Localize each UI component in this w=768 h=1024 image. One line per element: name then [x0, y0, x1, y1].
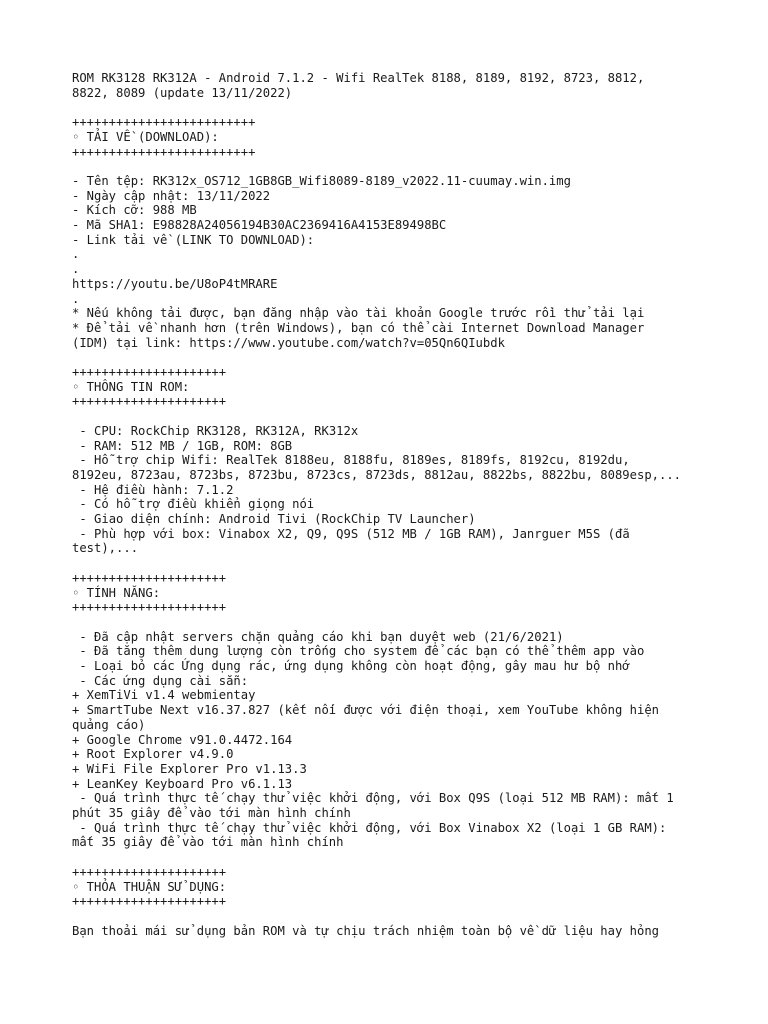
separator-line: +++++++++++++++++++++ [72, 894, 227, 909]
blank-line [72, 100, 728, 115]
youtube-link[interactable]: https://youtu.be/U8oP4tMRARE [72, 276, 278, 291]
title-line: 8822, 8089 (update 13/11/2022) [72, 85, 293, 100]
compatible-box-line: test),... [72, 541, 139, 556]
blank-line [72, 350, 728, 365]
note-line: * Để tải về nhanh hơn (trên Windows), bạn có thể cài Internet Download Manager [72, 320, 645, 335]
section-heading-rom-info: ◦ THÔNG TIN ROM: [72, 379, 190, 394]
section-heading-features: ◦ TÍNH NĂNG: [72, 585, 161, 600]
separator-line: +++++++++++++++++++++ [72, 600, 227, 615]
feature-line: - Đã tăng thêm dung lượng còn trống cho system để các bạn có thể thêm app vào [72, 644, 645, 659]
download-link-label: - Link tải về (LINK TO DOWNLOAD): [72, 232, 315, 247]
feature-line: - Các ứng dụng cài sẵn: [72, 673, 249, 688]
note-line: * Nếu không tải được, bạn đăng nhập vào tài khoản Google trước rồi thử tải lại [72, 306, 645, 321]
separator-line: +++++++++++++++++++++++++ [72, 144, 256, 159]
voice-line: - Có hỗ trợ điều khiển giọng nói [72, 497, 315, 512]
cpu-line: - CPU: RockChip RK3128, RK312A, RK312x [72, 423, 359, 438]
app-list-item: quảng cáo) [72, 717, 146, 732]
compatible-box-line: - Phù hợp với box: Vinabox X2, Q9, Q9S (512 MB / 1GB RAM), Janrguer M5S (đã [72, 526, 630, 541]
idm-link-line[interactable]: (IDM) tại link: https://www.youtube.com/watch?v=05Qn6QIubdk [72, 335, 505, 350]
blank-line [72, 909, 728, 924]
file-size-line: - Kích cỡ: 988 MB [72, 203, 197, 218]
file-name-line: - Tên tệp: RK312x_OS712_1GB8GB_Wifi8089-8189_v2022.11-cuumay.win.img [72, 173, 571, 188]
app-list-item: + SmartTube Next v16.37.827 (kết nối được với điện thoại, xem YouTube không hiện [72, 703, 659, 718]
separator-line: +++++++++++++++++++++ [72, 365, 227, 380]
blank-line [72, 615, 728, 630]
update-date-line: - Ngày cập nhật: 13/11/2022 [72, 188, 271, 203]
section-heading-terms: ◦ THỎA THUẬN SỬ DỤNG: [72, 879, 227, 894]
dot-line: . [72, 247, 80, 262]
app-list-item: + WiFi File Explorer Pro v1.13.3 [72, 761, 307, 776]
app-list-item: + Google Chrome v91.0.4472.164 [72, 732, 293, 747]
wifi-chip-line: 8192eu, 8723au, 8723bs, 8723bu, 8723cs, 8723ds, 8812au, 8822bs, 8822bu, 8089esp,... [72, 467, 682, 482]
ram-line: - RAM: 512 MB / 1GB, ROM: 8GB [72, 438, 293, 453]
blank-line [72, 409, 728, 424]
separator-line: +++++++++++++++++++++ [72, 864, 227, 879]
dot-line: . [72, 262, 80, 277]
section-heading-download: ◦ TẢI VỀ (DOWNLOAD): [72, 129, 219, 144]
separator-line: +++++++++++++++++++++++++ [72, 115, 256, 130]
terms-line: Bạn thoải mái sử dụng bản ROM và tự chịu trách nhiệm toàn bộ về dữ liệu hay hỏng [72, 923, 659, 938]
launcher-line: - Giao diện chính: Android Tivi (RockChip TV Launcher) [72, 512, 476, 527]
app-list-item: + LeanKey Keyboard Pro v6.1.13 [72, 776, 293, 791]
boot-test-line: mất 35 giây để vào tới màn hình chính [72, 835, 344, 850]
separator-line: +++++++++++++++++++++ [72, 570, 227, 585]
os-line: - Hệ điều hành: 7.1.2 [72, 482, 234, 497]
wifi-chip-line: - Hỗ trợ chip Wifi: RealTek 8188eu, 8188fu, 8189es, 8189fs, 8192cu, 8192du, [72, 453, 630, 468]
blank-line [72, 556, 728, 571]
blank-line [72, 159, 728, 174]
title-line: ROM RK3128 RK312A - Android 7.1.2 - Wifi RealTek 8188, 8189, 8192, 8723, 8812, [72, 71, 645, 85]
blank-line [72, 850, 728, 865]
sha1-line: - Mã SHA1: E98828A24056194B30AC2369416A4153E89498BC [72, 218, 447, 232]
boot-test-line: phút 35 giây để vào tới màn hình chính [72, 806, 351, 821]
app-list-item: + XemTiVi v1.4 webmientay [72, 688, 256, 703]
separator-line: +++++++++++++++++++++ [72, 394, 227, 409]
dot-line: . [72, 291, 80, 306]
app-list-item: + Root Explorer v4.9.0 [72, 747, 234, 762]
boot-test-line: - Quá trình thực tế chạy thử việc khởi động, với Box Q9S (loại 512 MB RAM): mất 1 [72, 791, 674, 806]
feature-line: - Đã cập nhật servers chặn quảng cáo khi bạn duyệt web (21/6/2021) [72, 629, 564, 644]
boot-test-line: - Quá trình thực tế chạy thử việc khởi động, với Box Vinabox X2 (loại 1 GB RAM): [72, 820, 667, 835]
feature-line: - Loại bỏ các Ứng dụng rác, ứng dụng không còn hoạt động, gây mau hư bộ nhớ [72, 659, 630, 674]
